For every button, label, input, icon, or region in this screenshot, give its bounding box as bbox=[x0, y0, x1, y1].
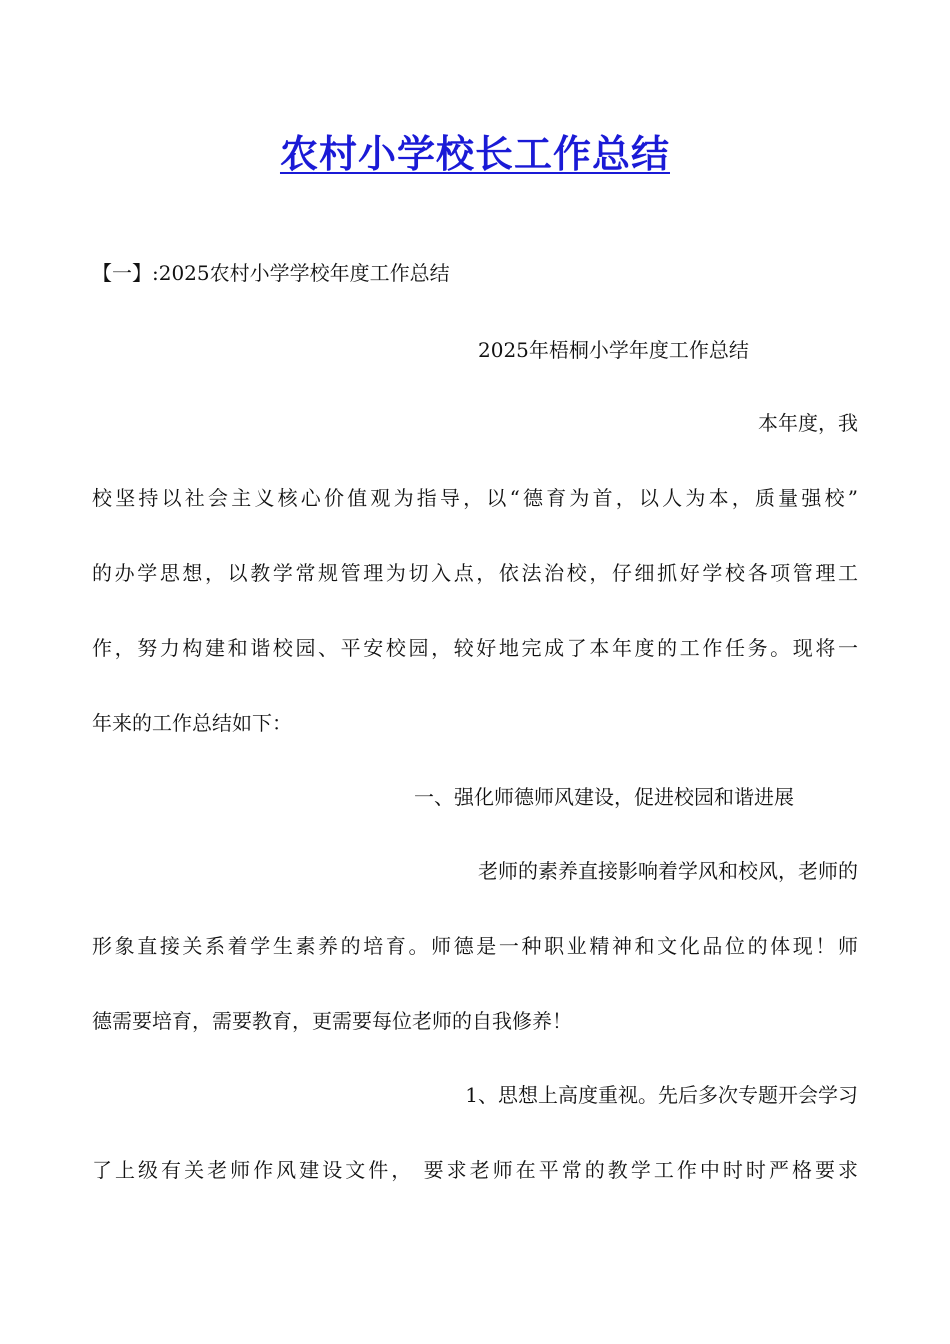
paragraph-line: 老师的素养直接影响着学风和校风，老师的 bbox=[478, 859, 858, 883]
paragraph-line: 本年度，我 bbox=[758, 411, 858, 435]
document-subtitle: 2025年梧桐小学年度工作总结 bbox=[478, 338, 749, 362]
section-subheading: 一、强化师德师风建设，促进校园和谐进展 bbox=[414, 785, 794, 809]
paragraph-line: 了上级有关老师作风建设文件， 要求老师在平常的教学工作中时时严格要求 bbox=[92, 1158, 858, 1182]
paragraph-line: 的办学思想，以教学常规管理为切入点，依法治校，仔细抓好学校各项管理工 bbox=[92, 561, 858, 585]
paragraph-line: 形象直接关系着学生素养的培育。师德是一种职业精神和文化品位的体现！师 bbox=[92, 934, 858, 958]
paragraph-line: 作，努力构建和谐校园、平安校园，较好地完成了本年度的工作任务。现将一 bbox=[92, 636, 858, 660]
paragraph-line: 德需要培育，需要教育，更需要每位老师的自我修养！ bbox=[92, 1009, 572, 1033]
paragraph-line: 1、思想上高度重视。先后多次专题开会学习 bbox=[465, 1083, 858, 1107]
document-title bbox=[0, 128, 950, 180]
paragraph-line: 校坚持以社会主义核心价值观为指导，以“德育为首，以人为本，质量强校” bbox=[92, 486, 858, 510]
section-heading: 【一】:2025农村小学学校年度工作总结 bbox=[92, 261, 450, 285]
paragraph-line: 年来的工作总结如下： bbox=[92, 711, 292, 735]
document-title-text: 农村小学校长工作总结 bbox=[279, 132, 670, 176]
